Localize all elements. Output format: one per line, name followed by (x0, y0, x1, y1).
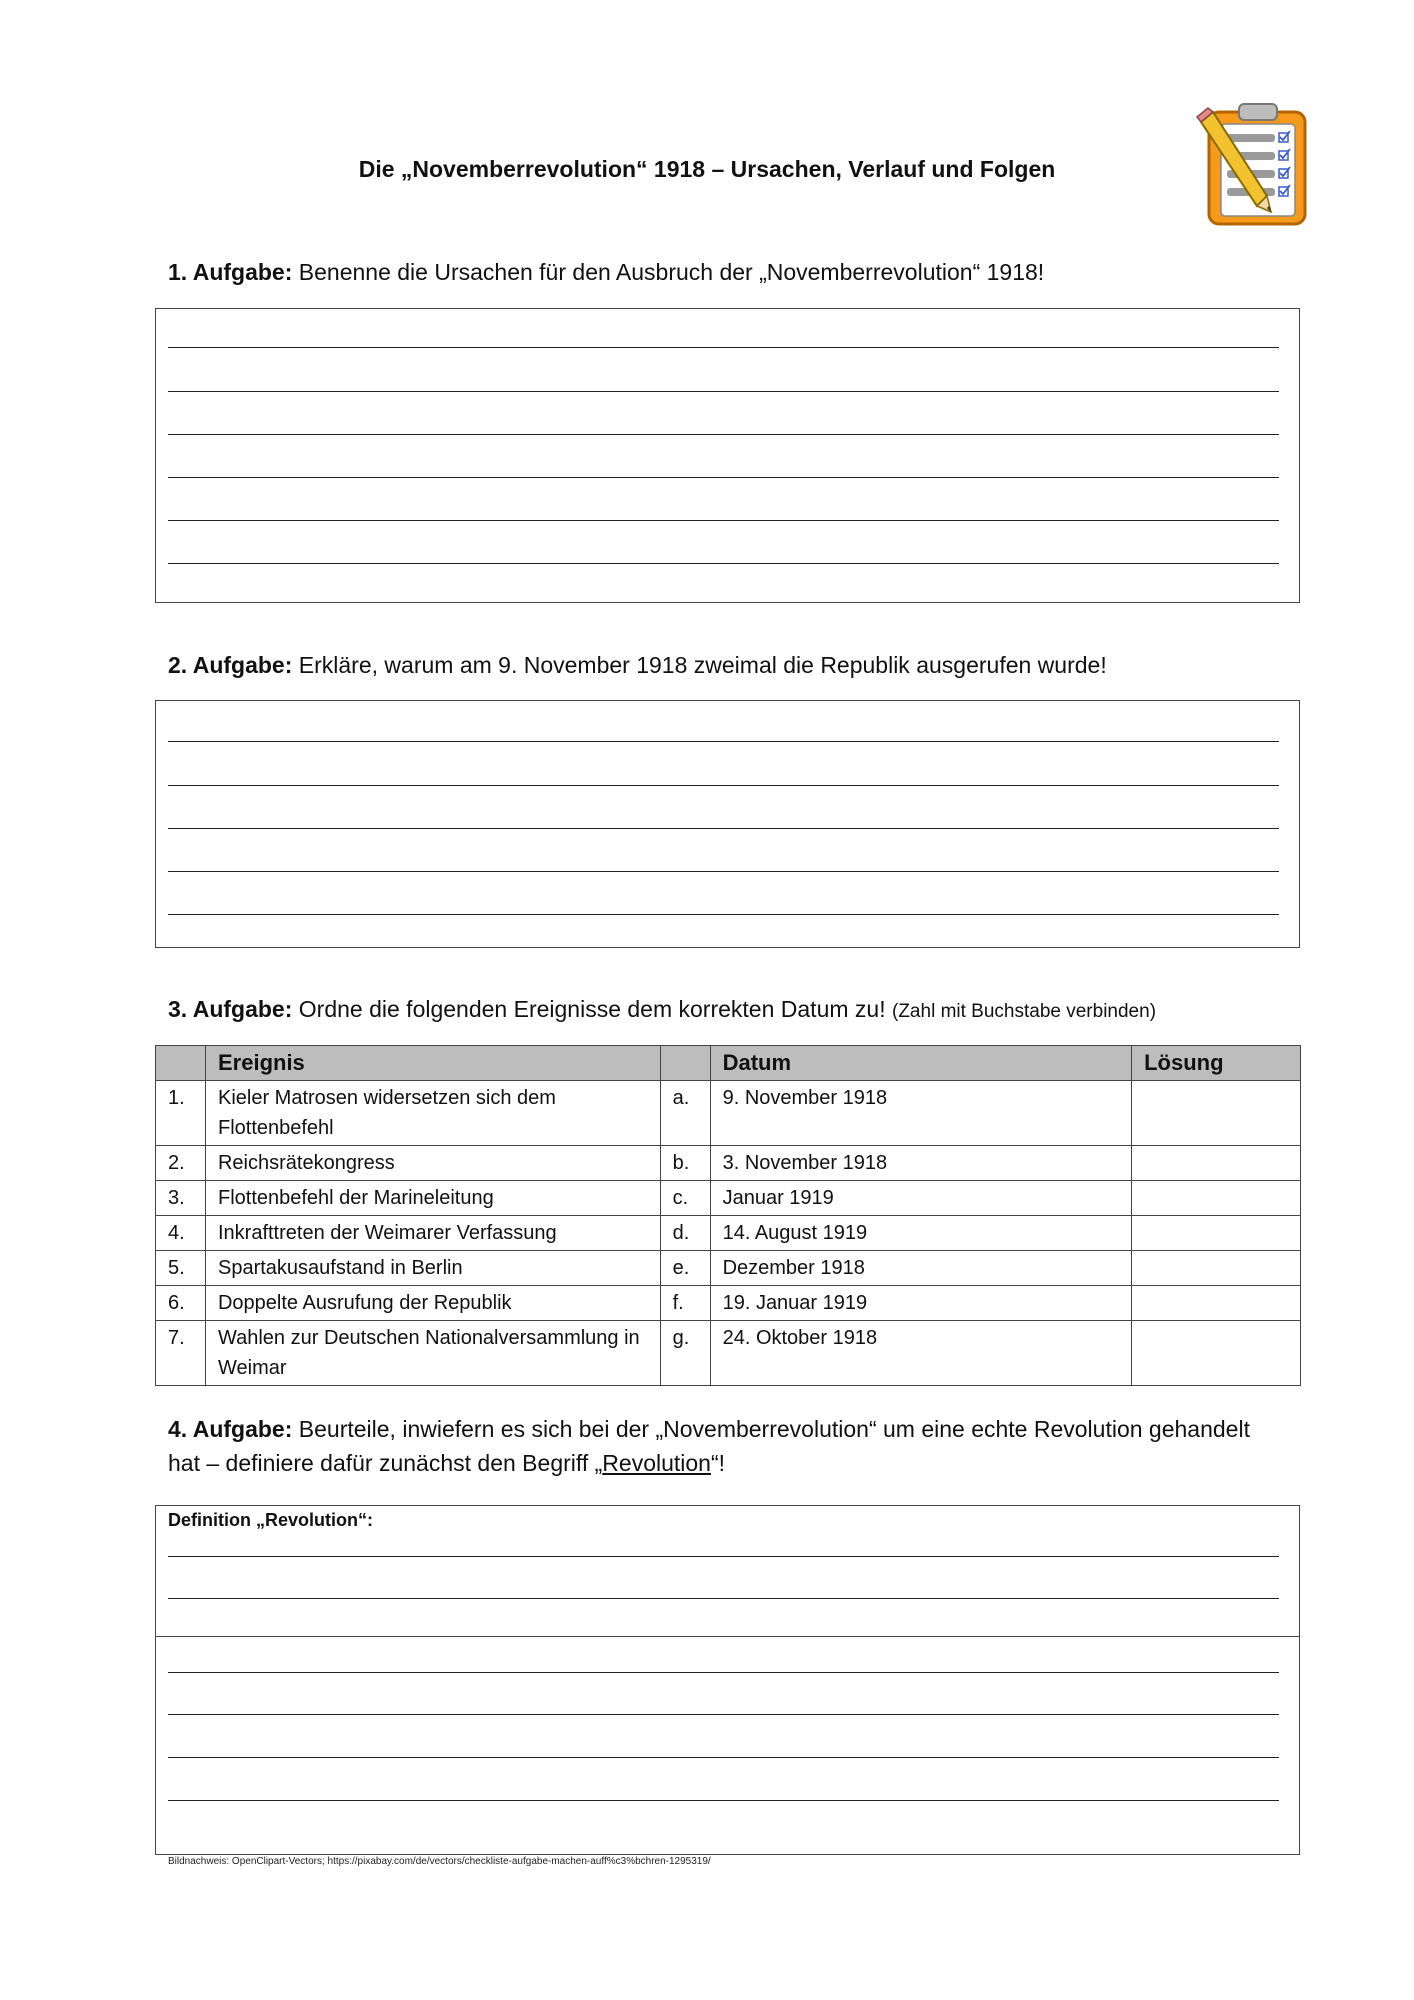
header-event: Ereignis (205, 1046, 660, 1081)
table-header-row (156, 1046, 1301, 1081)
row-event: Doppelte Ausrufung der Republik (205, 1286, 660, 1321)
answer-line (168, 741, 1279, 742)
row-solution-cell[interactable] (1132, 1321, 1301, 1386)
answer-line (168, 434, 1279, 435)
row-event: Reichsrätekongress (205, 1146, 660, 1181)
table-row (156, 1286, 1301, 1321)
answer-line (168, 914, 1279, 915)
matching-table (155, 1045, 1301, 1386)
row-letter: b. (660, 1146, 710, 1181)
table-row (156, 1321, 1301, 1386)
answer-line (168, 563, 1279, 564)
row-solution-cell[interactable] (1132, 1146, 1301, 1181)
task-2-text: Erkläre, warum am 9. November 1918 zweimal die Republik ausgerufen wurde! (298, 652, 1107, 678)
task-4-text: Beurteile, inwiefern es sich bei der „Novemberrevolution“ um eine echte Revolution gehandelt hat – definiere dafür zunächst den Begriff „ (168, 1416, 1250, 1476)
task-3-text: Ordne die folgenden Ereignisse dem korrekten Datum zu! (298, 996, 886, 1022)
answer-line (168, 391, 1279, 392)
task-3-hint: (Zahl mit Buchstabe verbinden) (892, 1001, 1157, 1022)
row-event: Wahlen zur Deutschen Nationalversammlung in Weimar (205, 1321, 660, 1386)
row-number: 2. (156, 1146, 206, 1181)
task-2-instruction (168, 648, 1288, 682)
row-number: 7. (156, 1321, 206, 1386)
row-date: Januar 1919 (710, 1181, 1132, 1216)
task-1-instruction (168, 255, 1288, 289)
answer-line (168, 1800, 1279, 1801)
table-row (156, 1146, 1301, 1181)
answer-line (168, 785, 1279, 786)
answer-line (168, 828, 1279, 829)
row-date: 3. November 1918 (710, 1146, 1132, 1181)
row-number: 4. (156, 1216, 206, 1251)
header-number (156, 1046, 206, 1081)
header-letter (660, 1046, 710, 1081)
row-letter: e. (660, 1251, 710, 1286)
task-2-answer-box[interactable] (155, 700, 1300, 948)
row-solution-cell[interactable] (1132, 1081, 1301, 1146)
row-letter: a. (660, 1081, 710, 1146)
task-1-text: Benenne die Ursachen für den Ausbruch der „Novemberrevolution“ 1918! (298, 259, 1045, 285)
row-solution-cell[interactable] (1132, 1251, 1301, 1286)
task-3-instruction (168, 992, 1288, 1029)
answer-line (168, 477, 1279, 478)
row-event: Flottenbefehl der Marineleitung (205, 1181, 660, 1216)
row-letter: c. (660, 1181, 710, 1216)
task-4-underlined-term: Revolution (602, 1450, 711, 1476)
clipboard-checklist-icon (1195, 100, 1315, 228)
table-row (156, 1216, 1301, 1251)
row-number: 3. (156, 1181, 206, 1216)
row-solution-cell[interactable] (1132, 1216, 1301, 1251)
answer-line (168, 1714, 1279, 1715)
row-date: 14. August 1919 (710, 1216, 1132, 1251)
answer-line (168, 347, 1279, 348)
table-row (156, 1251, 1301, 1286)
row-date: Dezember 1918 (710, 1251, 1132, 1286)
page-title: Die „Novemberrevolution“ 1918 – Ursachen, Verlauf und Folgen (358, 156, 1056, 182)
answer-line (168, 871, 1279, 872)
task-4-text-end: “! (710, 1450, 726, 1476)
table-row (156, 1081, 1301, 1146)
task-4-answer-box[interactable] (155, 1505, 1300, 1855)
image-credit: Bildnachweis: OpenClipart-Vectors; https://pixabay.com/de/vectors/checkliste-aufgabe-machen-auff%c3%bchren-1295319/ (168, 1856, 711, 1867)
row-event: Spartakusaufstand in Berlin (205, 1251, 660, 1286)
answer-line (168, 1556, 1279, 1557)
task-4-label: 4. Aufgabe: (168, 1416, 293, 1442)
row-number: 6. (156, 1286, 206, 1321)
answer-line (168, 1672, 1279, 1673)
row-date: 24. Oktober 1918 (710, 1321, 1132, 1386)
row-event: Kieler Matrosen widersetzen sich dem Flottenbefehl (205, 1081, 660, 1146)
table-row (156, 1181, 1301, 1216)
definition-label: Definition „Revolution“: (168, 1510, 373, 1530)
row-number: 1. (156, 1081, 206, 1146)
row-letter: f. (660, 1286, 710, 1321)
row-date: 19. Januar 1919 (710, 1286, 1132, 1321)
task-3-label: 3. Aufgabe: (168, 996, 293, 1022)
row-letter: g. (660, 1321, 710, 1386)
task-1-label: 1. Aufgabe: (168, 259, 293, 285)
answer-line (168, 520, 1279, 521)
task-1-answer-box[interactable] (155, 308, 1300, 603)
answer-line (168, 1598, 1279, 1599)
task-4-instruction (168, 1412, 1288, 1480)
header-solution: Lösung (1132, 1046, 1301, 1081)
row-solution-cell[interactable] (1132, 1286, 1301, 1321)
task-2-label: 2. Aufgabe: (168, 652, 293, 678)
row-event: Inkrafttreten der Weimarer Verfassung (205, 1216, 660, 1251)
header-date: Datum (710, 1046, 1132, 1081)
answer-line (168, 1757, 1279, 1758)
row-letter: d. (660, 1216, 710, 1251)
row-number: 5. (156, 1251, 206, 1286)
row-date: 9. November 1918 (710, 1081, 1132, 1146)
row-solution-cell[interactable] (1132, 1181, 1301, 1216)
section-divider (156, 1636, 1299, 1637)
